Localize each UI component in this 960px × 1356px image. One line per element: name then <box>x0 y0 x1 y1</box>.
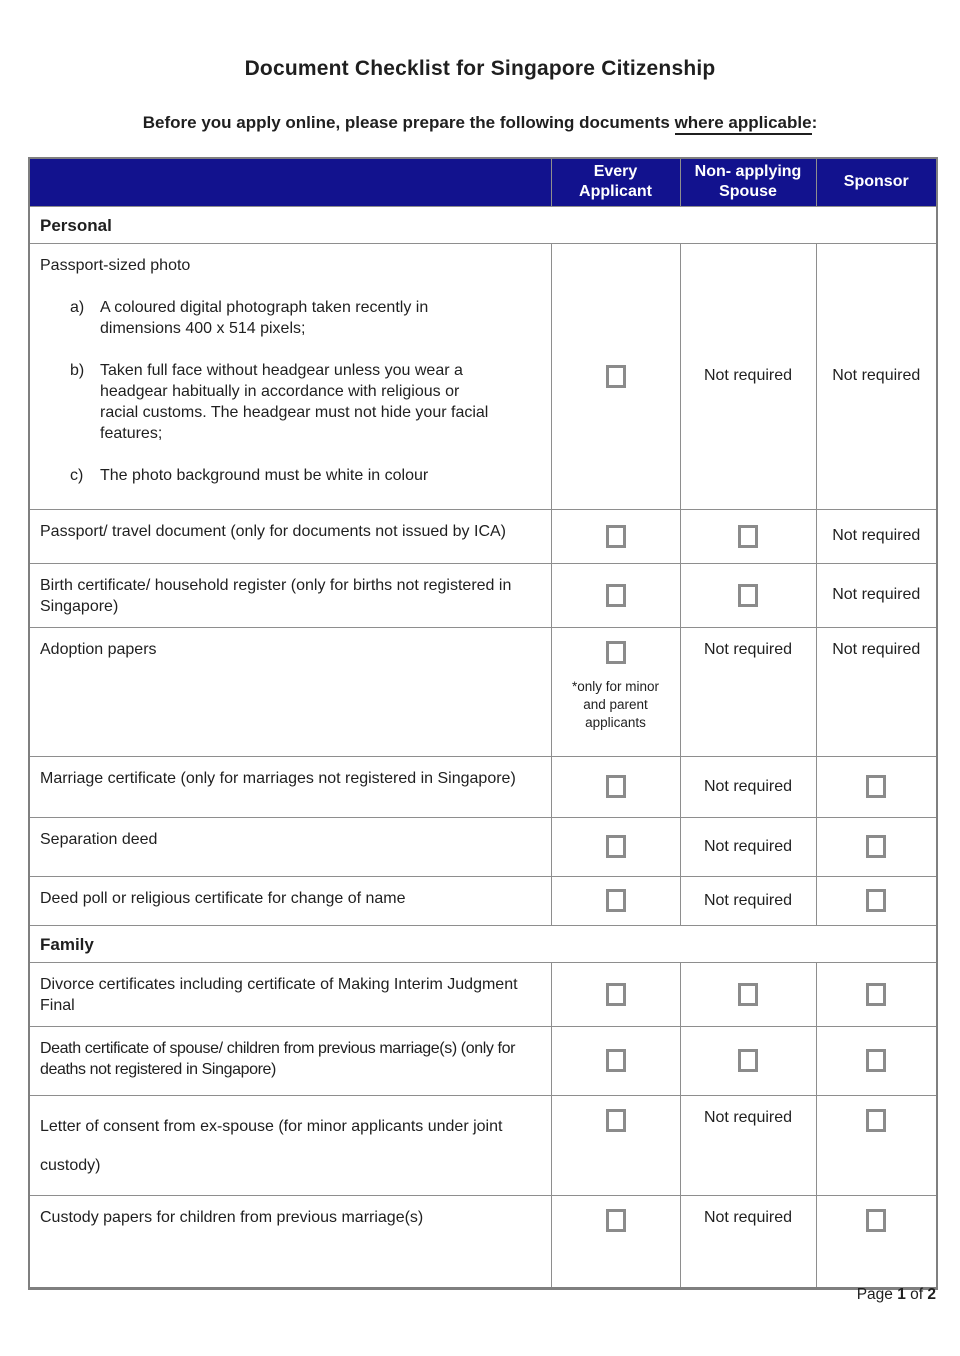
not-required-text: Not required <box>703 1108 793 1126</box>
document-label: Separation deed <box>40 830 158 848</box>
section-header-row <box>29 206 937 243</box>
document-label: Deed poll or religious certificate for change of name <box>40 889 406 907</box>
document-cell <box>29 243 551 509</box>
header-empty-cell <box>29 158 551 206</box>
table-row <box>29 1095 937 1195</box>
every-applicant-cell <box>551 876 680 925</box>
document-cell <box>29 1196 551 1289</box>
document-cell <box>29 627 551 756</box>
checkbox[interactable] <box>738 1049 758 1072</box>
document-label: Divorce certificates including certificate of Making Interim Judgment Final <box>40 975 518 1014</box>
sponsor-cell <box>816 756 937 817</box>
document-sub-item <box>70 297 537 339</box>
footer-page-number: 1 <box>897 1286 906 1303</box>
document-cell <box>29 876 551 925</box>
document-cell <box>29 817 551 876</box>
not-required-text: Not required <box>703 1209 793 1227</box>
non-applying-spouse-cell <box>680 817 816 876</box>
table-row <box>29 962 937 1026</box>
sub-item-text: The photo background must be white in colour <box>100 467 429 485</box>
every-applicant-cell <box>551 1095 680 1195</box>
table-row <box>29 756 937 817</box>
non-applying-spouse-cell <box>680 876 816 925</box>
not-required-text: Not required <box>703 367 793 384</box>
sponsor-cell <box>816 1095 937 1195</box>
checkbox[interactable] <box>866 835 886 858</box>
checkbox[interactable] <box>606 983 626 1006</box>
document-cell <box>29 509 551 563</box>
not-required-text: Not required <box>832 640 921 658</box>
checkbox[interactable] <box>866 983 886 1006</box>
document-label: Death certificate of spouse/ children from previous marriage(s) (only for deaths not registered in Singapore) <box>40 1039 516 1079</box>
table-body <box>29 206 937 1289</box>
sponsor-cell <box>816 509 937 563</box>
sponsor-cell <box>816 876 937 925</box>
document-cell <box>29 756 551 817</box>
checkbox[interactable] <box>606 641 626 664</box>
checkbox[interactable] <box>866 1109 886 1132</box>
section-header-row <box>29 925 937 962</box>
document-cell <box>29 962 551 1026</box>
table-row <box>29 509 937 563</box>
checkbox[interactable] <box>606 1209 626 1232</box>
non-applying-spouse-cell <box>680 756 816 817</box>
every-applicant-cell <box>551 756 680 817</box>
table-row <box>29 563 937 627</box>
non-applying-spouse-cell <box>680 962 816 1026</box>
sub-item-letter: a) <box>70 298 85 316</box>
document-cell <box>29 563 551 627</box>
section-label: Personal <box>29 206 937 243</box>
checkbox-note: *only for minor and parent applicants <box>571 678 660 731</box>
not-required-text: Not required <box>703 837 793 855</box>
not-required-text: Not required <box>832 586 921 604</box>
header-non-applying-spouse: Non- applying Spouse <box>680 158 816 206</box>
document-label: Adoption papers <box>40 640 157 658</box>
sponsor-cell <box>816 1196 937 1289</box>
non-applying-spouse-cell <box>680 1026 816 1095</box>
sponsor-cell <box>816 817 937 876</box>
checkbox[interactable] <box>866 1209 886 1232</box>
header-sponsor: Sponsor <box>816 158 937 206</box>
intro-text <box>0 113 960 133</box>
not-required-text: Not required <box>703 777 793 795</box>
checkbox[interactable] <box>866 775 886 798</box>
checkbox[interactable] <box>606 365 626 388</box>
checkbox[interactable] <box>738 584 758 607</box>
intro-suffix: : <box>811 113 818 132</box>
checkbox[interactable] <box>606 525 626 548</box>
checkbox[interactable] <box>738 525 758 548</box>
sponsor-cell <box>816 1026 937 1095</box>
document-label: Birth certificate/ household register (only for births not registered in Singapore) <box>40 576 512 615</box>
every-applicant-cell <box>551 962 680 1026</box>
footer-page-word: Page <box>856 1286 898 1303</box>
document-cell <box>29 1095 551 1195</box>
document-cell <box>29 1026 551 1095</box>
non-applying-spouse-cell <box>680 1095 816 1195</box>
table-row <box>29 243 937 509</box>
checkbox[interactable] <box>866 889 886 912</box>
checkbox[interactable] <box>606 1049 626 1072</box>
every-applicant-cell <box>551 243 680 509</box>
non-applying-spouse-cell <box>680 509 816 563</box>
intro-underlined-phrase: where applicable <box>675 113 812 135</box>
document-sub-item <box>70 360 537 444</box>
intro-prefix: Before you apply online, please prepare the following documents <box>142 113 675 132</box>
sponsor-cell <box>816 563 937 627</box>
non-applying-spouse-cell <box>680 1196 816 1289</box>
table-row <box>29 1196 937 1289</box>
not-required-text: Not required <box>832 367 921 384</box>
not-required-text: Not required <box>703 640 793 658</box>
checkbox[interactable] <box>866 1049 886 1072</box>
every-applicant-cell <box>551 509 680 563</box>
page-title: Document Checklist for Singapore Citizenship <box>244 57 716 80</box>
document-label: Passport/ travel document (only for documents not issued by ICA) <box>40 522 506 540</box>
section-label: Family <box>29 925 937 962</box>
table-row <box>29 627 937 756</box>
checkbox[interactable] <box>606 775 626 798</box>
header-every-applicant: Every Applicant <box>551 158 680 206</box>
document-label: Custody papers for children from previous marriage(s) <box>40 1209 424 1227</box>
sub-item-letter: b) <box>70 361 85 379</box>
footer-total-pages: 2 <box>927 1286 936 1303</box>
checkbox[interactable] <box>606 835 626 858</box>
sub-item-letter: c) <box>70 467 84 485</box>
sponsor-cell <box>816 627 937 756</box>
every-applicant-cell <box>551 627 680 756</box>
document-label: Letter of consent from ex-spouse (for minor applicants under joint custody) <box>40 1117 503 1175</box>
non-applying-spouse-cell <box>680 627 816 756</box>
not-required-text: Not required <box>703 891 793 909</box>
sponsor-cell <box>816 962 937 1026</box>
non-applying-spouse-cell <box>680 563 816 627</box>
every-applicant-cell <box>551 817 680 876</box>
not-required-text: Not required <box>832 527 921 544</box>
checkbox[interactable] <box>606 584 626 607</box>
checkbox[interactable] <box>738 983 758 1006</box>
every-applicant-cell <box>551 563 680 627</box>
table-row <box>29 817 937 876</box>
checkbox[interactable] <box>606 1109 626 1132</box>
page-footer <box>28 1286 936 1304</box>
checkbox[interactable] <box>606 889 626 912</box>
document-label: Passport-sized photo <box>40 256 191 274</box>
table-header <box>29 158 937 206</box>
table-row <box>29 1026 937 1095</box>
every-applicant-cell <box>551 1196 680 1289</box>
footer-of-word: of <box>905 1286 928 1303</box>
checklist-table <box>28 157 938 1290</box>
every-applicant-cell <box>551 1026 680 1095</box>
document-sub-item <box>70 465 537 486</box>
table-header-row <box>29 158 937 206</box>
table-row <box>29 876 937 925</box>
non-applying-spouse-cell <box>680 243 816 509</box>
sub-item-text: Taken full face without headgear unless you wear a headgear habitually in accordance with religious or racial customs. The headgear must not hide your facial features; <box>100 361 489 443</box>
document-label: Marriage certificate (only for marriages not registered in Singapore) <box>40 769 516 787</box>
sponsor-cell <box>816 243 937 509</box>
sub-item-text: A coloured digital photograph taken recently in dimensions 400 x 514 pixels; <box>100 298 429 337</box>
